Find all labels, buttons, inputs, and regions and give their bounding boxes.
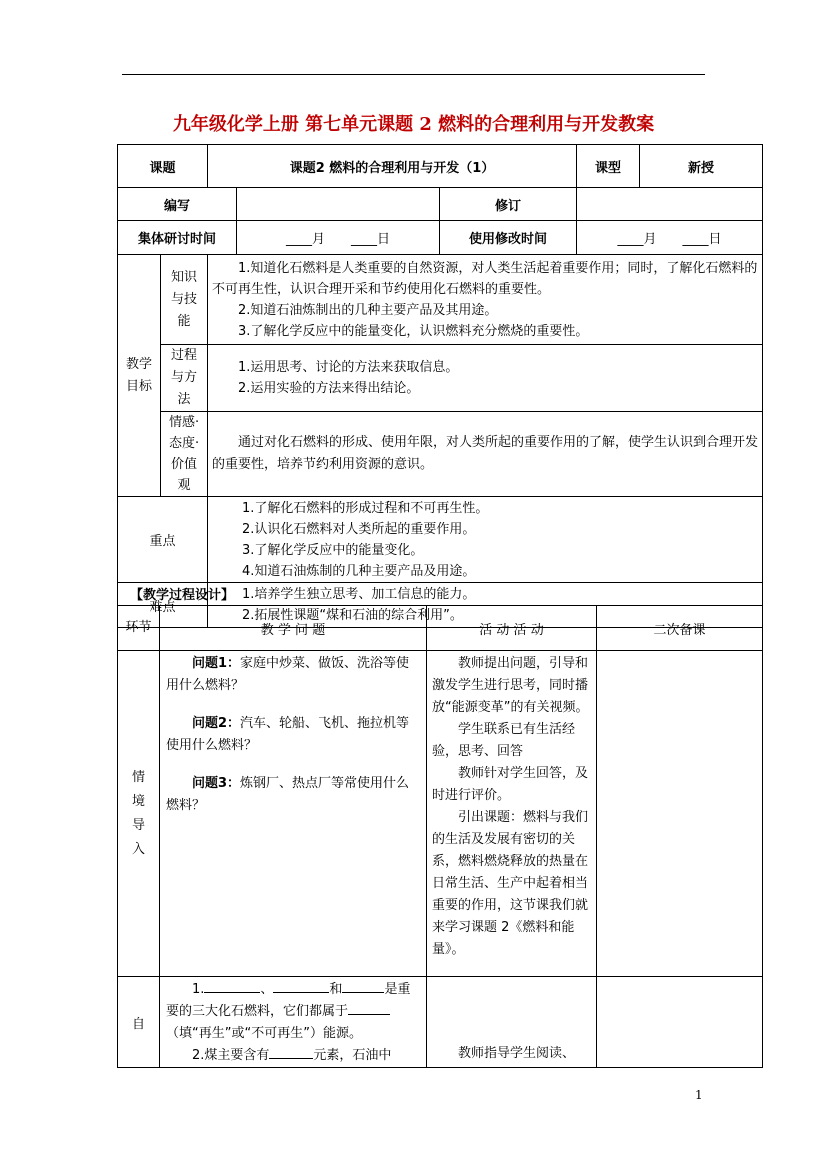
goals-label: 教学目标 — [118, 255, 161, 497]
self-notes — [597, 977, 763, 1068]
type-value: 新授 — [640, 145, 763, 188]
key-point-item: 3.了解化学反应中的能量变化。 — [242, 542, 424, 558]
process-section-title: 【教学过程设计】 — [130, 588, 235, 603]
difficulties-label: 难点 — [118, 583, 208, 628]
self-question-2: 2.煤主要含有 元素，石油中 — [192, 1048, 392, 1063]
intro-activity: 引出课题：燃料与我们的生活及发展有密切的关系，燃料燃烧释放的热量在日常生活、生产中起着相当重要的作用，这节课我们就来学习课题 2《燃料和能量》。 — [432, 810, 589, 957]
answer-blank[interactable] — [342, 992, 384, 993]
research-time-value: ____月 ____日 — [237, 221, 440, 255]
use-time-value: ____月 ____日 — [577, 221, 763, 255]
self-activity-text: 教师指导学生阅读、 — [458, 1046, 576, 1061]
use-time-label: 使用修改时间 — [440, 221, 577, 255]
emotion-text-cell — [208, 412, 763, 497]
emotion-label: 情感·态度·价值观 — [161, 412, 208, 497]
lesson-value: 课题2 燃料的合理利用与开发（1） — [208, 145, 577, 188]
intro-stage — [118, 651, 160, 977]
intro-notes — [597, 651, 763, 977]
intro-activity: 教师针对学生回答，及时进行评价。 — [432, 766, 589, 803]
revise-label: 修订 — [440, 188, 577, 221]
header-notes: 二次备课 — [597, 606, 763, 651]
intro-stage-text: 情境导入 — [131, 769, 145, 857]
intro-activities — [427, 651, 597, 977]
knowledge-item: 1.知道化石燃料是人类重要的自然资源，对人类生活起着重要作用；同时，了解化石燃料的不可再生性，认识合理开采和节约使用化石燃料的重要性。 — [212, 260, 758, 297]
difficulty-item: 1.培养学生独立思考、加工信息的能力。 — [242, 587, 476, 602]
emotion-text: 通过对化石燃料的形成、使用年限，对人类所起的重要作用的了解，使学生认识到合理开发的重要性，培养节约利用资源的意识。 — [212, 435, 759, 472]
key-point-item: 1.了解化石燃料的形成过程和不可再生性。 — [242, 500, 489, 516]
header-stage: 环节 — [118, 606, 160, 651]
intro-activity: 学生联系已有生活经验，思考、回答 — [432, 722, 576, 759]
self-questions — [160, 977, 427, 1068]
process-label: 过程与方法 — [161, 345, 208, 412]
knowledge-items — [208, 255, 763, 345]
process-item: 1.运用思考、讨论的方法来获取信息。 — [238, 360, 459, 375]
knowledge-item: 2.知道石油炼制出的几种主要产品及其用途。 — [238, 302, 498, 318]
key-points-items — [208, 497, 763, 583]
answer-blank[interactable] — [273, 992, 329, 993]
intro-questions — [160, 651, 427, 977]
intro-question-2: 问题2：汽车、轮船、飞机、拖拉机等使用什么燃料？ — [166, 716, 410, 753]
difficulty-item: 2.拓展性课题“煤和石油的综合利用”。 — [242, 608, 463, 623]
revise-value — [577, 188, 763, 221]
answer-blank[interactable] — [204, 992, 260, 993]
answer-blank[interactable] — [348, 1014, 390, 1015]
author-value — [237, 188, 440, 221]
intro-question-3: 问题3：炼钢厂、热点厂等常使用什么燃料？ — [166, 776, 410, 813]
header-rule — [122, 74, 705, 75]
header-activity: 活 动 活 动 — [427, 606, 597, 651]
knowledge-item: 3.了解化学反应中的能量变化，认识燃料充分燃烧的重要性。 — [238, 323, 589, 339]
document-title: 九年级化学上册 第七单元课题 2 燃料的合理利用与开发教案 — [172, 114, 655, 135]
intro-activity: 教师提出问题，引导和激发学生进行思考，同时播放“能源变革”的有关视频。 — [432, 656, 589, 715]
process-table — [117, 605, 763, 1068]
page-number: 1 — [695, 1088, 703, 1102]
lesson-label: 课题 — [118, 145, 208, 188]
process-items — [208, 345, 763, 412]
research-time-label: 集体研讨时间 — [118, 221, 237, 255]
intro-question-1: 问题1：家庭中炒菜、做饭、洗浴等使用什么燃料？ — [166, 656, 410, 693]
knowledge-label: 知识与技能 — [161, 255, 208, 345]
answer-blank[interactable] — [269, 1058, 313, 1059]
self-stage: 自 — [118, 977, 160, 1068]
process-item: 2.运用实验的方法来得出结论。 — [238, 381, 420, 396]
author-label: 编写 — [118, 188, 237, 221]
self-activity — [427, 977, 597, 1068]
lesson-info-table — [117, 144, 763, 628]
key-points-label: 重点 — [118, 497, 208, 583]
self-question-1: 1. 、 和 是重要的三大化石燃料，它们都属于（填“再生”或“不可再生”）能源。 — [166, 982, 411, 1041]
key-point-item: 4.知道石油炼制的几种主要产品及用途。 — [242, 563, 476, 579]
key-point-item: 2.认识化石燃料对人类所起的重要作用。 — [242, 521, 476, 537]
header-question: 教 学 问 题 — [160, 606, 427, 651]
type-label: 课型 — [577, 145, 640, 188]
